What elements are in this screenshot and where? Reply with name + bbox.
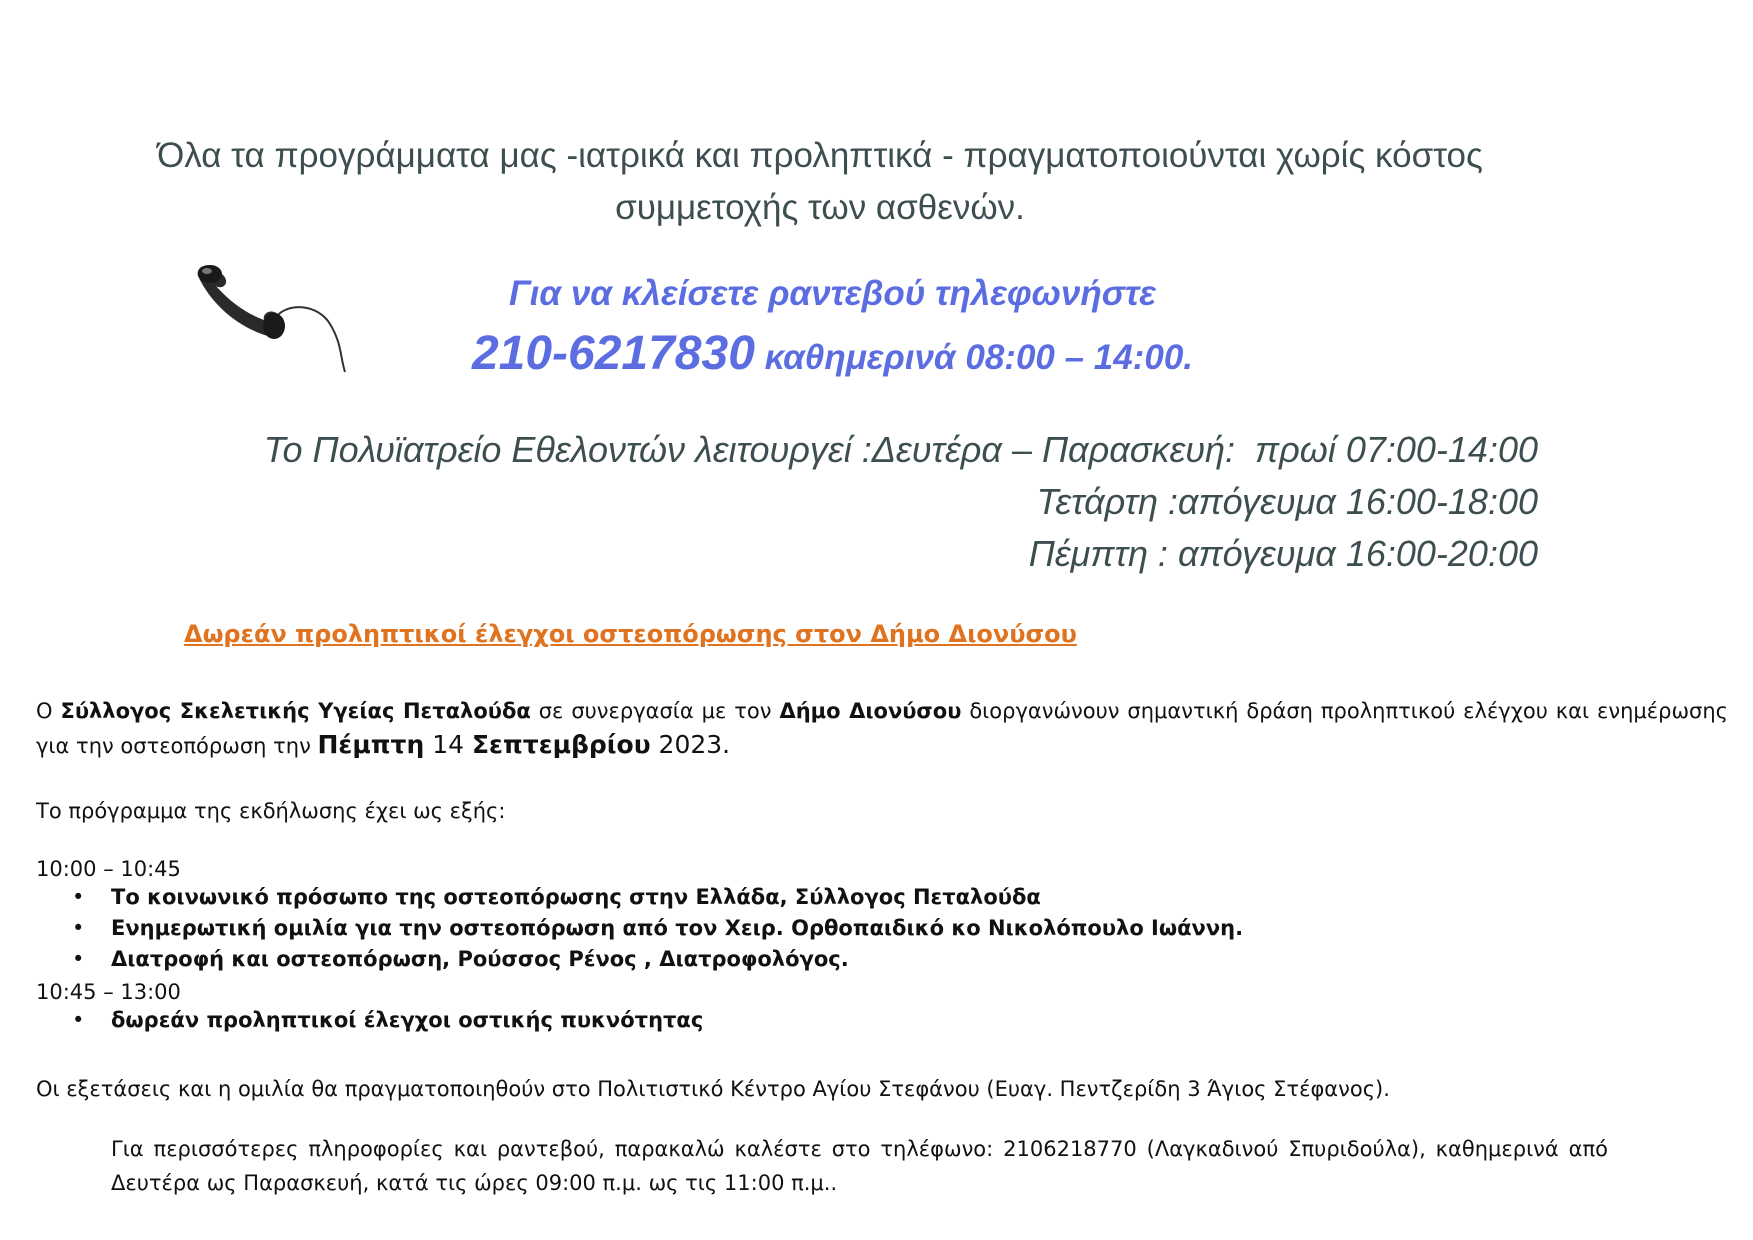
intro-line-2: συμμετοχής των ασθενών. (615, 188, 1025, 227)
appointment-callout (300, 268, 1365, 392)
para-text: σε συνεργασία με τον (530, 699, 780, 723)
list-item: • δωρεάν προληπτικοί έλεγχοι οστικής πυκνότητας (58, 1005, 703, 1036)
appointment-schedule: καθημερινά 08:00 – 14:00. (764, 338, 1194, 377)
appointment-phone-line (300, 320, 1365, 392)
event-day: Πέμπτη (317, 730, 425, 759)
intro-paragraph (36, 694, 1728, 763)
hours-line-2: Τετάρτη :απόγευμα 16:00-18:00 (1036, 481, 1538, 522)
event-year: 2023. (650, 730, 731, 759)
event-month: Σεπτεμβρίου (471, 730, 651, 759)
program-title: Το πρόγραμμα της εκδήλωσης έχει ως εξής: (36, 799, 506, 823)
hours-line-3: Πέμπτη : απόγευμα 16:00-20:00 (1028, 533, 1538, 574)
schedule-slot-time: 10:00 – 10:45 (36, 857, 181, 881)
venue-info: Οι εξετάσεις και η ομιλία θα πραγματοποιηθούν στο Πολιτιστικό Κέντρο Αγίου Στεφάνου (Ευαγ. Πεντζερίδη 3 Άγιος Στέφανος). (36, 1077, 1390, 1101)
appointment-line: Για να κλείσετε ραντεβού τηλεφωνήστε (508, 274, 1157, 313)
list-item: • Το κοινωνικό πρόσωπο της οστεοπόρωσης στην Ελλάδα, Σύλλογος Πεταλούδα (58, 882, 1243, 913)
schedule-slot-time: 10:45 – 13:00 (36, 980, 181, 1004)
organization-name: Σύλλογος Σκελετικής Υγείας Πεταλούδα (60, 699, 531, 723)
list-item: • Διατροφή και οστεοπόρωση, Ρούσσος Ρένος , Διατροφολόγος. (58, 944, 1243, 975)
hours-line-1: Το Πολυϊατρείο Εθελοντών λειτουργεί :Δευτέρα – Παρασκευή: πρωί 07:00-14:00 (263, 429, 1538, 470)
clinic-hours (264, 424, 1538, 580)
para-text: διοργανώνουν σημαντική δράση προληπτικού ελέγχου και ενημέρωσης για την οστεοπόρωση την (36, 699, 1728, 758)
intro-notice (60, 130, 1580, 234)
municipality-name: Δήμο Διονύσου (779, 699, 962, 723)
article-headline: Δωρεάν προληπτικοί έλεγχοι οστεοπόρωσης στον Δήμο Διονύσου (184, 620, 1077, 648)
contact-info: Για περισσότερες πληροφορίες και ραντεβού, παρακαλώ καλέστε στο τηλέφωνο: 2106218770 (Λαγκαδινού Σπυριδούλα), καθημερινά από Δευτέρα ως Παρασκευή, κατά τις ώρες 09:00 π.μ. ως τις 11:00 π.μ.. (111, 1137, 1608, 1195)
schedule-slot-2-items (58, 1005, 703, 1036)
schedule-slot-1-items (58, 882, 1243, 975)
para-text: Ο (36, 699, 61, 723)
appointment-phone-number: 210-6217830 (471, 327, 755, 380)
intro-line-1: Όλα τα προγράμματα μας -ιατρικά και προληπτικά - πραγματοποιούνται χωρίς κόστος (157, 136, 1483, 175)
list-item: • Ενημερωτική ομιλία για την οστεοπόρωση από τον Χειρ. Ορθοπαιδικό κο Νικολόπουλο Ιωάννη. (58, 913, 1243, 944)
event-date-number: 14 (424, 730, 472, 759)
